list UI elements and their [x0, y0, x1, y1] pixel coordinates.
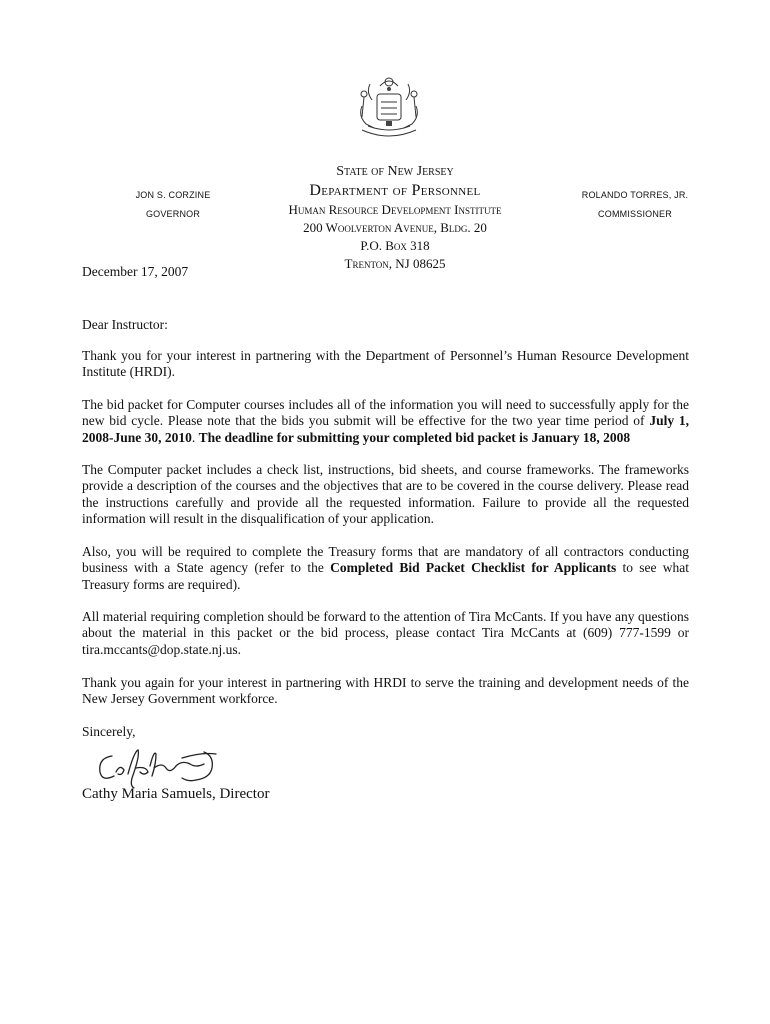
state-name: State of New Jersey	[336, 164, 454, 179]
nj-state-seal-icon	[350, 72, 428, 140]
greeting: Dear Instructor:	[82, 317, 168, 332]
paragraph-2-text-c: .	[191, 429, 199, 445]
address-line-1: 200 Woolverton Avenue, Bldg. 20	[303, 220, 487, 235]
letterhead	[250, 163, 540, 273]
paragraph-2-text-a: The bid packet for Computer courses includes all of the information you will need to successfully apply for the new bid cycle. Please note that the bids you submit will be effective for the two year time period of	[82, 397, 689, 429]
institute-name: Human Resource Development Institute	[288, 202, 502, 217]
closing: Sincerely,	[82, 724, 136, 739]
commissioner-name: ROLANDO TORRES, JR.	[581, 190, 689, 200]
paragraph-2	[82, 397, 689, 446]
paragraph-5: All material requiring completion should be forward to the attention of Tira McCants. If you have any questions about the material in this packet or the bid process, please contact Tira McCants at (609) 777-1599 or tira.mccants@dop.state.nj.us.	[82, 609, 689, 657]
commissioner-block	[570, 186, 700, 224]
commissioner-title: COMMISSIONER	[598, 209, 672, 219]
department-name: Department of Personnel	[309, 182, 481, 199]
letter-date: December 17, 2007	[82, 264, 189, 279]
paragraph-6: Thank you again for your interest in partnering with HRDI to serve the training and development needs of the New Jersey Government workforce.	[82, 675, 689, 707]
address-line-2: P.O. Box 318	[360, 238, 430, 253]
handwritten-signature-icon	[92, 742, 232, 788]
governor-name: JON S. CORZINE	[135, 190, 211, 200]
governor-title: GOVERNOR	[145, 209, 201, 219]
paragraph-4-text-c: to see what Treasury forms are required).	[82, 560, 689, 592]
paragraph-4	[82, 544, 689, 593]
signer-name: Cathy Maria Samuels, Director	[82, 786, 270, 802]
address-line-3: Trenton, NJ 08625	[344, 256, 446, 271]
governor-block	[118, 186, 228, 224]
paragraph-3: The Computer packet includes a check list, instructions, bid sheets, and course frameworks. The frameworks provide a description of the courses and the objectives that are to be covered in the course delivery. Please read the instructions carefully and provide all the requested information. Failure to provide all the requested information will result in the disqualification of your application.	[82, 462, 689, 526]
paragraph-4-text-a: Also, you will be required to complete the Treasury forms that are mandatory of all contractors conducting business with a State agency (refer to the	[82, 544, 689, 576]
checklist-reference: Completed Bid Packet Checklist for Applicants	[330, 560, 617, 576]
deadline-notice: The deadline for submitting your completed bid packet is January 18, 2008	[198, 429, 631, 445]
paragraph-1: Thank you for your interest in partnering with the Department of Personnel’s Human Resource Development Institute (HRDI).	[82, 348, 689, 380]
bid-period: July 1, 2008-June 30, 2010	[82, 413, 689, 445]
